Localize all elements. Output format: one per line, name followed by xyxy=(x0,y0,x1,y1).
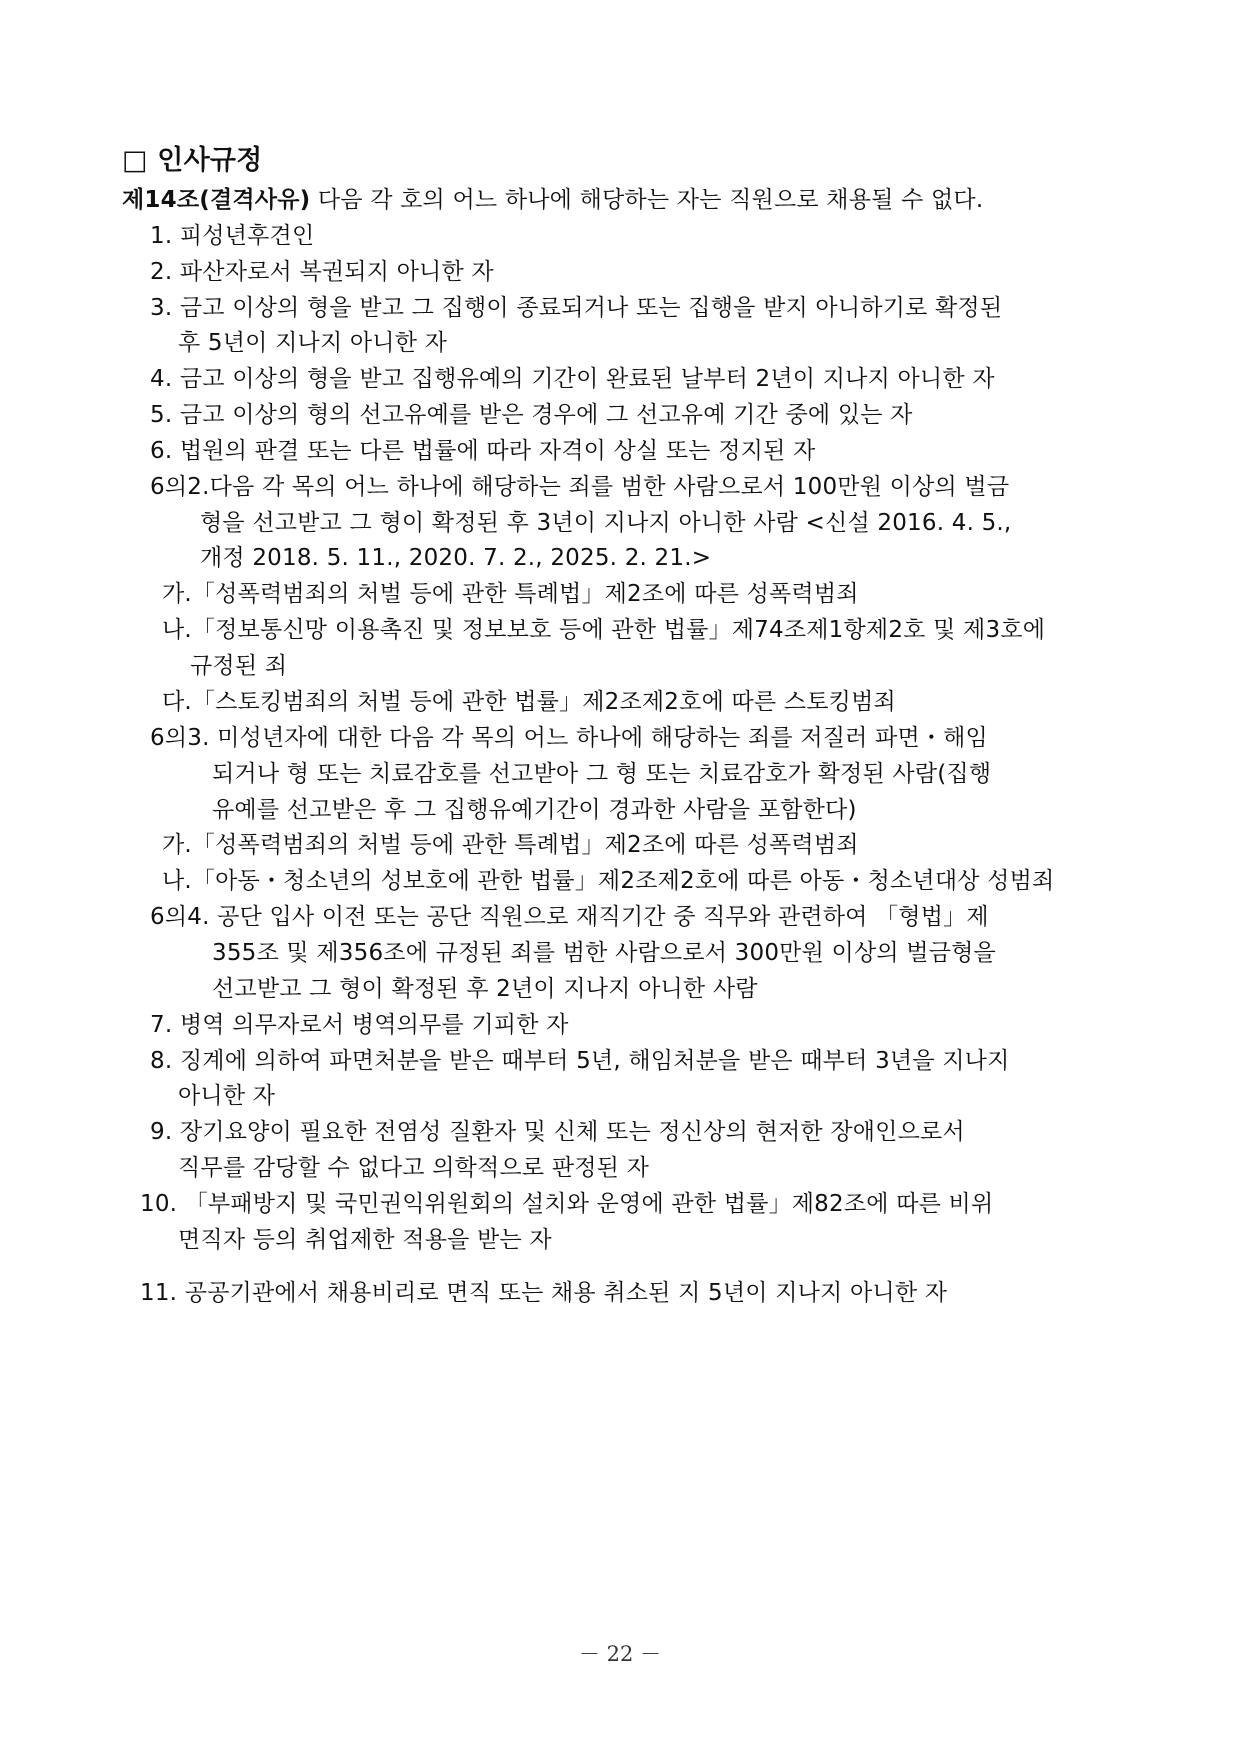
section-heading: □ 인사규정 xyxy=(122,145,263,176)
list-item-10-line2: 면직자 등의 취업제한 적용을 받는 자 xyxy=(178,1227,552,1253)
article-line xyxy=(122,185,983,215)
list-item-6: 6. 법원의 판결 또는 다른 법률에 따라 자격이 상실 또는 정지된 자 xyxy=(150,438,816,464)
list-item-10-line1: 10. 「부패방지 및 국민권익위원회의 설치와 운영에 관한 법률」제82조에 따른 비위 xyxy=(140,1191,994,1217)
list-item-8-line1: 8. 징계에 의하여 파면처분을 받은 때부터 5년, 해임처분을 받은 때부터 3년을 지나지 xyxy=(150,1048,1010,1074)
article-text: 다음 각 호의 어느 하나에 해당하는 자는 직원으로 채용될 수 없다. xyxy=(310,187,984,213)
list-item-1: 1. 피성년후견인 xyxy=(150,223,315,249)
sub-item-6-2-da: 다.「스토킹범죄의 처벌 등에 관한 법률」제2조제2호에 따른 스토킹범죄 xyxy=(162,689,896,715)
list-item-6-3-line1: 6의3. 미성년자에 대한 다음 각 목의 어느 하나에 해당하는 죄를 저질러 파면・해임 xyxy=(150,725,988,751)
list-item-6-2-line2: 형을 선고받고 그 형이 확정된 후 3년이 지나지 아니한 사람 <신설 2016. 4. 5., xyxy=(200,510,1012,536)
list-item-3-line2: 후 5년이 지나지 아니한 자 xyxy=(178,330,448,356)
list-item-6-4-line3: 선고받고 그 형이 확정된 후 2년이 지나지 아니한 사람 xyxy=(212,976,758,1002)
article-label: 제14조(결격사유) xyxy=(122,187,311,213)
list-item-6-2-line3: 개정 2018. 5. 11., 2020. 7. 2., 2025. 2. 21.> xyxy=(200,545,712,571)
list-item-6-3-line3: 유예를 선고받은 후 그 집행유예기간이 경과한 사람을 포함한다) xyxy=(212,797,857,823)
page-number: － 22 － xyxy=(578,1642,662,1666)
list-item-5: 5. 금고 이상의 형의 선고유예를 받은 경우에 그 선고유예 기간 중에 있는 자 xyxy=(150,402,913,428)
list-item-6-4-line1: 6의4. 공단 입사 이전 또는 공단 직원으로 재직기간 중 직무와 관련하여 「형법」제 xyxy=(150,904,989,930)
list-item-11: 11. 공공기관에서 채용비리로 면직 또는 채용 취소된 지 5년이 지나지 아니한 자 xyxy=(140,1280,948,1306)
sub-item-6-2-ga: 가.「성폭력범죄의 처벌 등에 관한 특례법」제2조에 따른 성폭력범죄 xyxy=(162,581,859,607)
list-item-8-line2: 아니한 자 xyxy=(178,1083,276,1109)
sub-item-6-2-na-line2: 규정된 죄 xyxy=(190,653,288,679)
list-item-9-line1: 9. 장기요양이 필요한 전염성 질환자 및 신체 또는 정신상의 현저한 장애인으로서 xyxy=(150,1119,965,1145)
sub-item-6-3-ga: 가.「성폭력범죄의 처벌 등에 관한 특례법」제2조에 따른 성폭력범죄 xyxy=(162,832,859,858)
list-item-7: 7. 병역 의무자로서 병역의무를 기피한 자 xyxy=(150,1012,569,1038)
list-item-6-4-line2: 355조 및 제356조에 규정된 죄를 범한 사람으로서 300만원 이상의 벌금형을 xyxy=(212,940,996,966)
sub-item-6-2-na-line1: 나.「정보통신망 이용촉진 및 정보보호 등에 관한 법률」제74조제1항제2호 및 제3호에 xyxy=(162,617,1046,643)
list-item-9-line2: 직무를 감당할 수 없다고 의학적으로 판정된 자 xyxy=(178,1155,650,1181)
list-item-3-line1: 3. 금고 이상의 형을 받고 그 집행이 종료되거나 또는 집행을 받지 아니하기로 확정된 xyxy=(150,295,1003,321)
list-item-6-3-line2: 되거나 형 또는 치료감호를 선고받아 그 형 또는 치료감호가 확정된 사람(집행 xyxy=(212,761,992,787)
sub-item-6-3-na: 나.「아동・청소년의 성보호에 관한 법률」제2조제2호에 따른 아동・청소년대상 성범죄 xyxy=(162,868,1055,894)
list-item-2: 2. 파산자로서 복권되지 아니한 자 xyxy=(150,259,494,285)
list-item-6-2-line1: 6의2.다음 각 목의 어느 하나에 해당하는 죄를 범한 사람으로서 100만원 이상의 벌금 xyxy=(150,474,1010,500)
list-item-4: 4. 금고 이상의 형을 받고 집행유예의 기간이 완료된 날부터 2년이 지나지 아니한 자 xyxy=(150,366,995,392)
